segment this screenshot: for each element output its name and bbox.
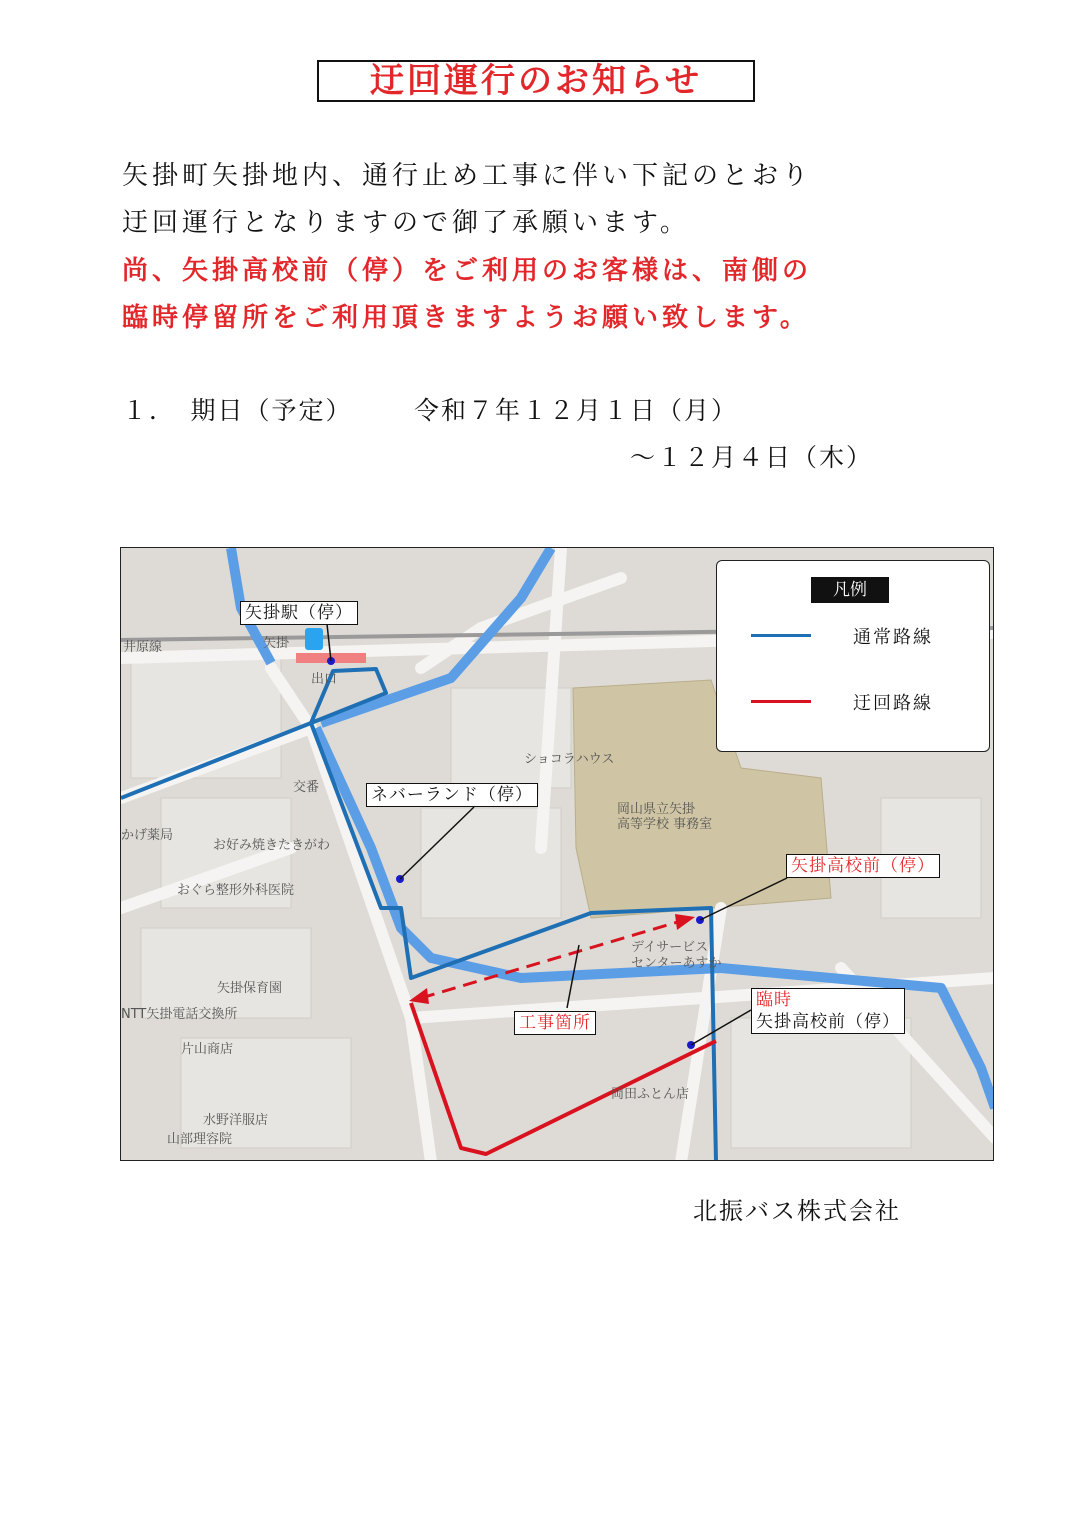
poi-school-1: 岡山県立矢掛 — [617, 802, 696, 817]
station-icon — [305, 628, 323, 650]
legend-title: 凡例 — [811, 577, 889, 603]
poi-nursery: 矢掛保育園 — [217, 981, 283, 996]
arrow-head-right — [675, 914, 695, 930]
poi-yamabe: 山部理容院 — [167, 1132, 233, 1147]
map-block — [131, 658, 281, 778]
notice-line-1: 尚、矢掛高校前（停）をご利用のお客様は、南側の — [122, 256, 813, 286]
schedule-from: 令和７年１２月１日（月） — [414, 396, 739, 425]
poi-station: 矢掛 — [263, 636, 290, 651]
poi-ntt: NTT矢掛電話交換所 — [121, 1007, 238, 1022]
legend-normal-text: 通常路線 — [853, 627, 933, 648]
temp-stop-label — [751, 988, 905, 1034]
map-block — [731, 1018, 911, 1148]
neighbor-stop-label: ネバーランド（停） — [366, 783, 538, 807]
schedule-to: ～１２月４日（木） — [630, 443, 874, 472]
construction-label: 工事箇所 — [514, 1011, 596, 1035]
legend-detour-line — [751, 700, 811, 703]
schedule-item: １． 期日（予定） — [122, 396, 353, 425]
body-line-1: 矢掛町矢掛地内、通行止め工事に伴い下記のとおり — [122, 161, 813, 191]
temp-stop-label-line-1: 臨時 — [756, 990, 792, 1010]
temp-stop-label-line-2: 矢掛高校前（停） — [756, 1012, 900, 1032]
notice-line-2: 臨時停留所をご利用頂きますようお願い致します。 — [122, 303, 810, 333]
legend-normal-line — [751, 634, 811, 637]
poi-clinic: おぐら整形外科医院 — [177, 883, 295, 898]
poi-line-name: 井原線 — [123, 640, 163, 655]
legend-detour-text: 迂回路線 — [853, 693, 933, 714]
poi-chocolat: ショコラハウス — [524, 752, 615, 767]
school-stop-label: 矢掛高校前（停） — [786, 854, 940, 878]
poi-school-2: 高等学校 事務室 — [617, 817, 713, 832]
company-name: 北振バス株式会社 — [693, 1197, 901, 1225]
poi-dayservice-2: センターあすか — [631, 956, 722, 971]
body-line-2: 迂回運行となりますので御了承願います。 — [122, 208, 690, 238]
poi-futon: 岡田ふとん店 — [611, 1087, 690, 1102]
map-legend — [716, 560, 990, 752]
arrow-head-left — [409, 988, 429, 1004]
poi-dayservice-1: デイサービス — [631, 940, 709, 955]
poi-police: 交番 — [293, 780, 320, 795]
poi-exit: 出口 — [311, 672, 338, 687]
poi-mizuno: 水野洋服店 — [203, 1113, 269, 1128]
notice-title: 迂回運行のお知らせ — [317, 60, 755, 102]
route-map — [120, 547, 994, 1161]
poi-pharmacy: かげ薬局 — [121, 828, 174, 843]
station-stop-label: 矢掛駅（停） — [240, 601, 358, 625]
poi-okonomi: お好み焼きたきがわ — [213, 838, 331, 853]
poi-katayama: 片山商店 — [181, 1042, 234, 1057]
